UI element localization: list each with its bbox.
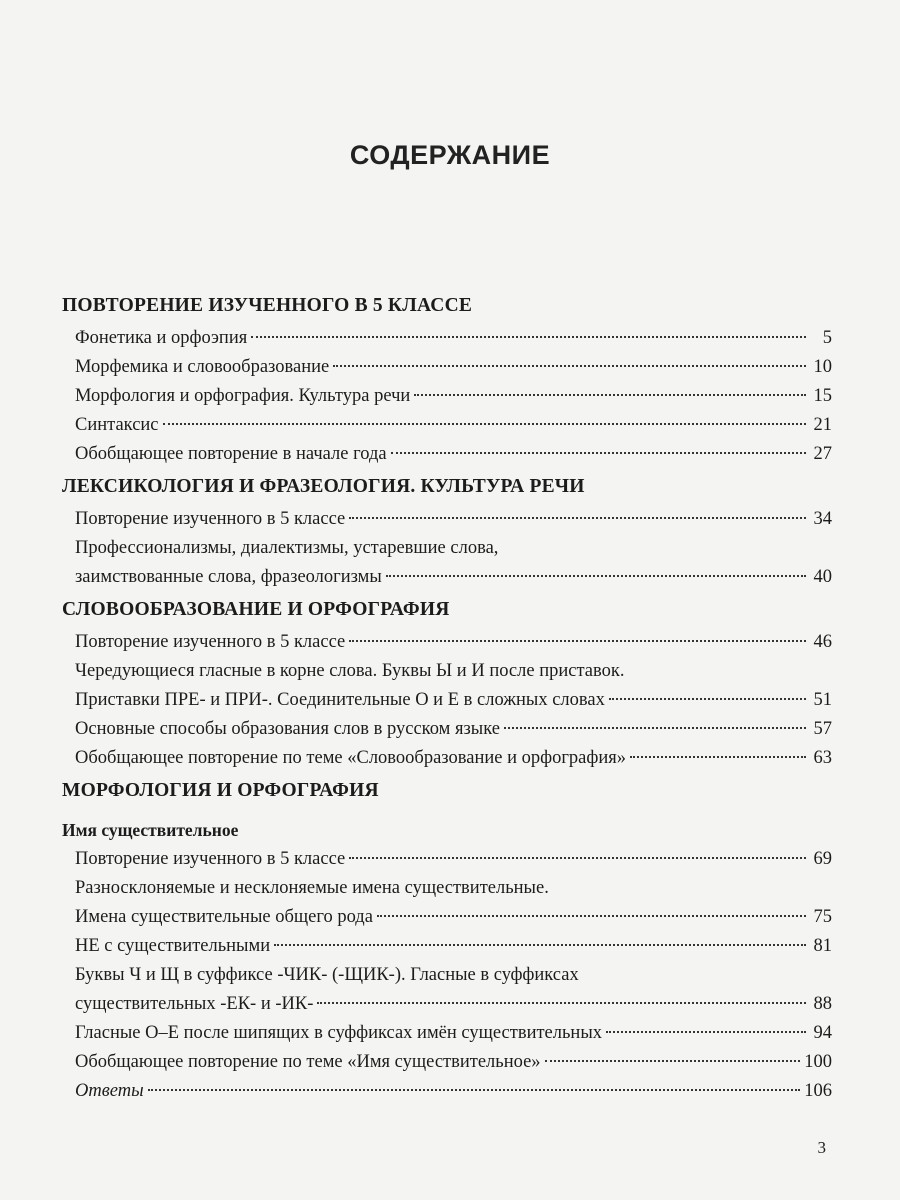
toc-entry-page: 5 [822,328,832,348]
toc-entry-page: 27 [813,444,832,464]
section-heading: МОРФОЛОГИЯ И ОРФОГРАФИЯ [62,780,379,801]
toc-entry-title: Имена существительные общего рода [75,907,373,927]
toc-entry-line: Разносклоняемые и несклоняемые имена существительные. [75,878,549,898]
dot-leader [630,756,806,758]
toc-entry-title: Повторение изученного в 5 классе [75,849,346,869]
dot-leader [391,452,806,454]
dot-leader [609,698,806,700]
toc-entry-page: 21 [813,415,832,435]
toc-entry[interactable] [62,628,832,657]
toc-entry[interactable] [62,411,832,440]
toc-entry-page: 10 [813,357,832,377]
toc-entry-title: Фонетика и орфоэпия [75,328,248,348]
toc-entry-page: 88 [813,994,832,1014]
toc-entry[interactable] [62,903,832,932]
toc-entry-page: 46 [813,632,832,652]
toc-entry[interactable] [62,563,832,592]
toc-entry-title: Повторение изученного в 5 классе [75,509,346,529]
toc-entry-page: 100 [804,1052,832,1072]
toc-entry-page: 51 [813,690,832,710]
toc-entry-page: 69 [813,849,832,869]
toc-entry-title: Основные способы образования слов в русском языке [75,719,500,739]
toc-entry[interactable] [62,1048,832,1077]
dot-leader [386,575,806,577]
toc-entry-page: 81 [813,936,832,956]
dot-leader [504,727,806,729]
dot-leader [349,857,806,859]
toc-entry-line: Чередующиеся гласные в корне слова. Буквы Ы и И после приставок. [75,661,625,681]
toc-entry-title: Приставки ПРЕ- и ПРИ-. Соединительные О и Е в сложных словах [75,690,605,710]
toc-entry-page: 40 [813,567,832,587]
toc-entry-title: Морфемика и словообразование [75,357,330,377]
dot-leader [349,517,806,519]
subsection-heading: Имя существительное [62,820,239,840]
toc-entry-title: заимствованные слова, фразеологизмы [75,567,382,587]
toc-entry[interactable] [62,845,832,874]
toc-entry[interactable] [62,932,832,961]
dot-leader [317,1002,806,1004]
toc-entry-title: Морфология и орфография. Культура речи [75,386,411,406]
toc-entry[interactable] [62,686,832,715]
toc-entry-page: 63 [813,748,832,768]
toc-entry[interactable] [62,324,832,353]
toc-entry-title: НЕ с существительными [75,936,271,956]
dot-leader [274,944,806,946]
page-title: СОДЕРЖАНИЕ [349,140,551,170]
dot-leader [349,640,806,642]
dot-leader [333,365,806,367]
toc-entry-page: 94 [813,1023,832,1043]
toc-entry-title: Обобщающее повторение по теме «Словообразование и орфография» [75,748,627,768]
toc-entry-page: 106 [804,1081,832,1101]
toc-entry-page: 34 [813,509,832,529]
dot-leader [606,1031,806,1033]
toc-entry[interactable] [62,715,832,744]
page-number: 3 [817,1138,826,1157]
toc-entry[interactable] [62,990,832,1019]
dot-leader [163,423,806,425]
toc-entry-line: Профессионализмы, диалектизмы, устаревшие слова, [75,538,499,558]
section-heading: СЛОВООБРАЗОВАНИЕ И ОРФОГРАФИЯ [62,599,450,620]
toc-entry-title: Обобщающее повторение в начале года [75,444,387,464]
dot-leader [545,1060,801,1062]
table-of-contents [62,288,832,1106]
toc-entry[interactable] [62,353,832,382]
toc-entry-page: 75 [813,907,832,927]
section-heading: ЛЕКСИКОЛОГИЯ И ФРАЗЕОЛОГИЯ. КУЛЬТУРА РЕЧИ [62,476,585,497]
toc-entry-title: Синтаксис [75,415,159,435]
dot-leader [414,394,806,396]
toc-entry[interactable] [62,505,832,534]
toc-entry-title: Гласные О–Е после шипящих в суффиксах имён существительных [75,1023,603,1043]
toc-entry[interactable] [62,440,832,469]
toc-entry[interactable] [62,382,832,411]
toc-entry-title: существительных -ЕК- и -ИК- [75,994,314,1014]
dot-leader [148,1089,801,1091]
toc-entry-page: 57 [813,719,832,739]
toc-entry[interactable] [62,744,832,773]
dot-leader [377,915,806,917]
toc-entry-title: Обобщающее повторение по теме «Имя существительное» [75,1052,541,1072]
toc-entry-page: 15 [813,386,832,406]
dot-leader [251,336,806,338]
toc-entry-line: Буквы Ч и Щ в суффиксе -ЧИК- (-ЩИК-). Гласные в суффиксах [75,965,579,985]
toc-entry[interactable] [62,1019,832,1048]
toc-entry-title: Ответы [75,1081,144,1101]
toc-entry[interactable] [62,1077,832,1106]
toc-entry-title: Повторение изученного в 5 классе [75,632,346,652]
section-heading: ПОВТОРЕНИЕ ИЗУЧЕННОГО В 5 КЛАССЕ [62,295,473,316]
